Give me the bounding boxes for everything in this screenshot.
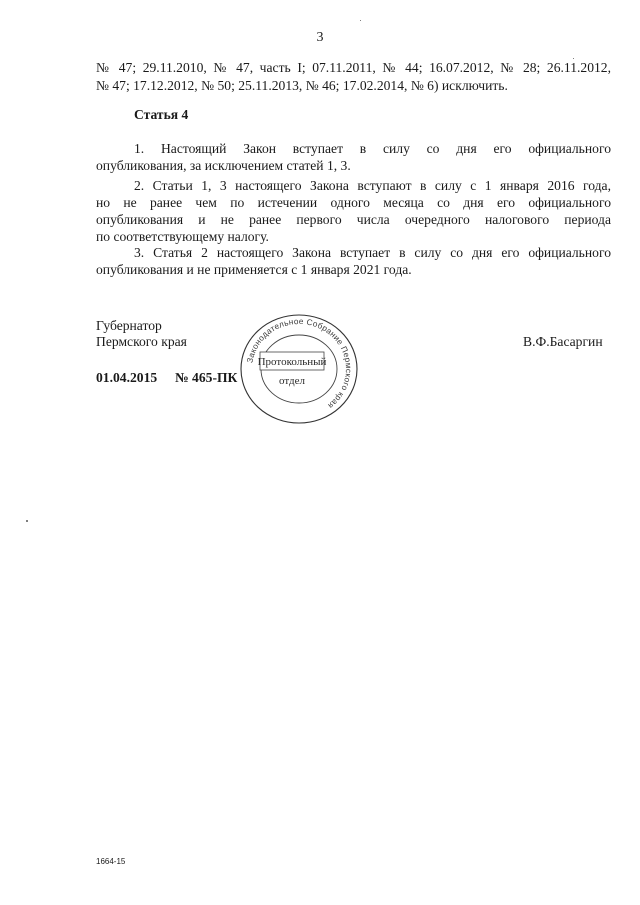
continuation-line-1: № 47; 29.11.2010, № 47, часть I; 07.11.2011, № 44; 16.07.2012, № 28; 26.11.2012,: [96, 60, 611, 75]
scan-speck: [360, 20, 361, 21]
signatory-position-line-2: Пермского края: [96, 334, 187, 349]
continuation-line-2: № 47; 17.12.2012, № 50; 25.11.2013, № 46; 17.02.2014, № 6) исключить.: [96, 78, 508, 93]
item2-line-4: по соответствующему налогу.: [96, 229, 269, 244]
document-code: 1664-15: [96, 857, 126, 866]
scan-speck: [26, 520, 28, 522]
item3-line-1: 3. Статья 2 настоящего Закона вступает в силу со дня его официального: [134, 245, 611, 260]
page-number: 3: [316, 30, 324, 45]
law-date: 01.04.2015: [96, 370, 158, 385]
article-heading: Статья 4: [134, 107, 189, 122]
signatory-position-line-1: Губернатор: [96, 318, 162, 333]
item2-line-1: 2. Статьи 1, 3 настоящего Закона вступают в силу с 1 января 2016 года,: [134, 178, 611, 193]
signatory-name: В.Ф.Басаргин: [523, 334, 603, 349]
stamp-ring-text: Законодательное Собрание Пермского края: [245, 316, 354, 411]
item1-line-1: 1. Настоящий Закон вступает в силу со дня его официального: [134, 141, 611, 156]
stamp-inner-line-2: отдел: [279, 375, 305, 387]
scan-speck: [573, 58, 574, 59]
stamp-inner-line-1: Протокольный: [257, 356, 327, 368]
official-stamp: [238, 312, 360, 426]
item1-line-2: опубликования, за исключением статей 1, 3.: [96, 158, 351, 173]
law-number: № 465-ПК: [175, 370, 238, 385]
item2-line-2: но не ранее чем по истечении одного месяца со дня его официального: [96, 195, 611, 210]
item3-line-2: опубликования и не применяется с 1 января 2021 года.: [96, 262, 412, 277]
item2-line-3: опубликования и не ранее первого числа очередного налогового периода: [96, 212, 611, 227]
